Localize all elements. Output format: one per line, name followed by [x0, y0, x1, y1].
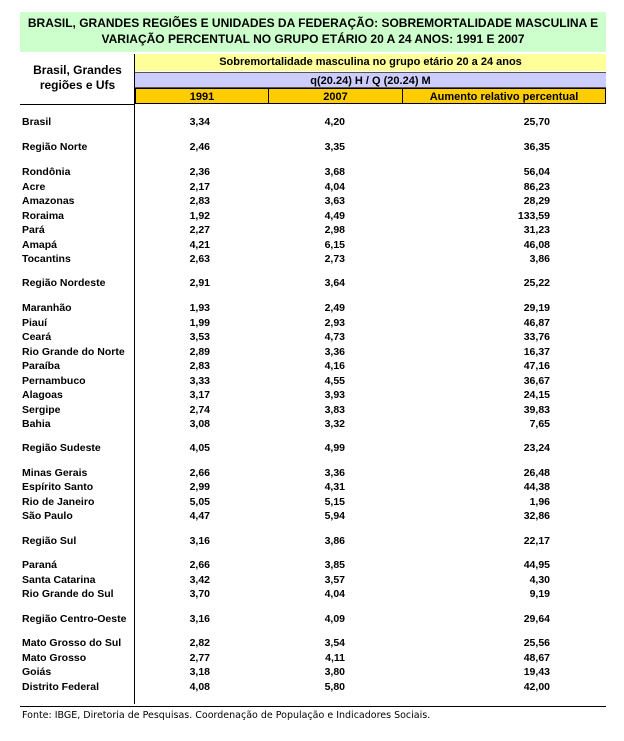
value-2007: 3,86	[324, 535, 345, 547]
table-row	[0, 330, 624, 344]
row-label: Mato Grosso do Sul	[22, 637, 122, 649]
value-1991: 2,83	[189, 195, 210, 207]
row-label-header-line-2: regiões e Ufs	[39, 78, 116, 92]
table-row	[0, 612, 624, 626]
value-aumento: 46,87	[523, 317, 550, 329]
row-label: Mato Grosso	[22, 652, 87, 664]
value-2007: 3,64	[324, 277, 345, 289]
value-1991: 2,89	[189, 346, 210, 358]
column-header-1991: 1991	[135, 88, 269, 104]
table-row	[0, 495, 624, 509]
value-2007: 5,94	[324, 510, 345, 522]
row-label: Espírito Santo	[22, 481, 94, 493]
value-aumento: 31,23	[523, 224, 550, 236]
row-label: Bahia	[22, 418, 51, 430]
row-label: Região Norte	[22, 141, 88, 153]
table-row	[0, 573, 624, 587]
row-label: Tocantins	[22, 253, 71, 265]
table-row	[0, 301, 624, 315]
table-row	[0, 209, 624, 223]
table-row	[0, 115, 624, 129]
value-2007: 3,63	[324, 195, 345, 207]
value-1991: 3,16	[189, 535, 210, 547]
title-line-2: VARIAÇÃO PERCENTUAL NO GRUPO ETÁRIO 20 A 24 ANOS: 1991 E 2007	[101, 32, 525, 46]
row-label: Amapá	[22, 239, 58, 251]
value-aumento: 44,38	[523, 481, 550, 493]
table-row	[0, 403, 624, 417]
table-row	[0, 223, 624, 237]
value-aumento: 3,86	[529, 253, 550, 265]
value-aumento: 25,22	[523, 277, 550, 289]
value-2007: 2,93	[324, 317, 345, 329]
value-1991: 3,70	[189, 588, 210, 600]
value-2007: 3,93	[324, 389, 345, 401]
value-1991: 3,16	[189, 613, 210, 625]
value-aumento: 1,96	[529, 496, 550, 508]
value-aumento: 33,76	[523, 331, 550, 343]
value-2007: 3,80	[324, 666, 345, 678]
value-aumento: 16,37	[523, 346, 550, 358]
table-row	[0, 651, 624, 665]
value-aumento: 44,95	[523, 559, 550, 571]
table-row	[0, 636, 624, 650]
value-aumento: 4,30	[529, 574, 550, 586]
value-2007: 3,36	[324, 467, 345, 479]
table-row	[0, 194, 624, 208]
row-label: Região Sudeste	[22, 442, 101, 454]
table-row	[0, 388, 624, 402]
table-row	[0, 466, 624, 480]
value-2007: 3,32	[324, 418, 345, 430]
row-label: Região Centro-Oeste	[22, 613, 127, 625]
value-aumento: 39,83	[523, 404, 550, 416]
value-2007: 3,35	[324, 141, 345, 153]
value-aumento: 32,86	[523, 510, 550, 522]
value-1991: 2,91	[189, 277, 210, 289]
value-1991: 1,92	[189, 210, 210, 222]
row-label: Minas Gerais	[22, 467, 88, 479]
table-row	[0, 509, 624, 523]
value-2007: 6,15	[324, 239, 345, 251]
row-label: São Paulo	[22, 510, 73, 522]
value-1991: 2,74	[189, 404, 210, 416]
value-1991: 2,27	[189, 224, 210, 236]
value-1991: 3,08	[189, 418, 210, 430]
row-label: Paraná	[22, 559, 58, 571]
column-header-aumento: Aumento relativo percentual	[402, 88, 606, 104]
value-2007: 4,99	[324, 442, 345, 454]
value-1991: 2,77	[189, 652, 210, 664]
value-1991: 1,93	[189, 302, 210, 314]
table-row	[0, 680, 624, 694]
row-label: Distrito Federal	[22, 681, 100, 693]
value-1991: 4,08	[189, 681, 210, 693]
row-label: Roraima	[22, 210, 65, 222]
value-1991: 2,36	[189, 166, 210, 178]
value-2007: 4,20	[324, 116, 345, 128]
row-label: Santa Catarina	[22, 574, 96, 586]
value-aumento: 25,70	[523, 116, 550, 128]
table-row	[0, 534, 624, 548]
value-1991: 4,47	[189, 510, 210, 522]
row-label: Goiás	[22, 666, 52, 678]
value-aumento: 25,56	[523, 637, 550, 649]
value-aumento: 133,59	[517, 210, 550, 222]
value-2007: 2,49	[324, 302, 345, 314]
value-2007: 4,04	[324, 181, 345, 193]
value-aumento: 29,64	[523, 613, 550, 625]
value-1991: 2,46	[189, 141, 210, 153]
row-label: Sergipe	[22, 404, 61, 416]
table-row	[0, 374, 624, 388]
value-2007: 4,31	[324, 481, 345, 493]
value-aumento: 46,08	[523, 239, 550, 251]
value-aumento: 56,04	[523, 166, 550, 178]
value-1991: 5,05	[189, 496, 210, 508]
header-divider	[20, 104, 135, 105]
value-aumento: 42,00	[523, 681, 550, 693]
value-1991: 2,66	[189, 559, 210, 571]
value-1991: 3,33	[189, 375, 210, 387]
row-label: Acre	[22, 181, 46, 193]
row-label: Amazonas	[22, 195, 75, 207]
formula-header: q(20.24) H / Q (20.24) M	[135, 72, 606, 88]
table-row	[0, 359, 624, 373]
value-1991: 3,34	[189, 116, 210, 128]
value-1991: 2,82	[189, 637, 210, 649]
value-2007: 4,16	[324, 360, 345, 372]
value-aumento: 26,48	[523, 467, 550, 479]
table-row	[0, 238, 624, 252]
value-aumento: 23,24	[523, 442, 550, 454]
value-aumento: 86,23	[523, 181, 550, 193]
value-2007: 5,80	[324, 681, 345, 693]
value-1991: 1,99	[189, 317, 210, 329]
value-2007: 3,85	[324, 559, 345, 571]
value-1991: 2,17	[189, 181, 210, 193]
table-row	[0, 480, 624, 494]
value-1991: 2,63	[189, 253, 210, 265]
table-row	[0, 316, 624, 330]
value-2007: 3,54	[324, 637, 345, 649]
row-label: Rondônia	[22, 166, 71, 178]
row-label: Ceará	[22, 331, 52, 343]
value-2007: 4,11	[325, 652, 345, 664]
value-2007: 3,57	[324, 574, 345, 586]
value-1991: 3,18	[189, 666, 210, 678]
title-line-1: BRASIL, GRANDES REGIÕES E UNIDADES DA FEDERAÇÃO: SOBREMORTALIDADE MASCULINA E	[27, 16, 599, 30]
group-title: Sobremortalidade masculina no grupo etário 20 a 24 anos	[135, 54, 606, 71]
value-aumento: 7,65	[529, 418, 550, 430]
value-aumento: 9,19	[529, 588, 550, 600]
value-aumento: 24,15	[523, 389, 550, 401]
value-2007: 4,09	[324, 613, 345, 625]
value-aumento: 48,67	[523, 652, 550, 664]
table-row	[0, 558, 624, 572]
row-label: Rio Grande do Sul	[22, 588, 114, 600]
value-aumento: 36,35	[523, 141, 550, 153]
table-row	[0, 587, 624, 601]
value-2007: 4,04	[324, 588, 345, 600]
value-2007: 4,49	[324, 210, 345, 222]
row-label: Maranhão	[22, 302, 72, 314]
value-aumento: 36,67	[523, 375, 550, 387]
table-row	[0, 165, 624, 179]
value-1991: 2,83	[189, 360, 210, 372]
value-aumento: 19,43	[523, 666, 550, 678]
table-row	[0, 345, 624, 359]
source-note: Fonte: IBGE, Diretoria de Pesquisas. Coordenação de População e Indicadores Sociais.	[22, 710, 431, 721]
table-row	[0, 441, 624, 455]
table-row	[0, 140, 624, 154]
table-row	[0, 417, 624, 431]
value-2007: 3,83	[324, 404, 345, 416]
table-row	[0, 665, 624, 679]
value-1991: 2,66	[189, 467, 210, 479]
value-aumento: 22,17	[523, 535, 550, 547]
value-1991: 3,42	[189, 574, 210, 586]
table-row	[0, 180, 624, 194]
value-2007: 5,15	[324, 496, 345, 508]
row-label-header-line-1: Brasil, Grandes	[33, 63, 122, 77]
table-row	[0, 276, 624, 290]
row-label: Pará	[22, 224, 45, 236]
table-title	[20, 12, 606, 52]
row-label: Brasil	[22, 116, 52, 128]
value-1991: 3,17	[189, 389, 210, 401]
value-2007: 2,98	[324, 224, 345, 236]
value-aumento: 47,16	[523, 360, 550, 372]
row-label-header	[20, 54, 135, 103]
table-row	[0, 252, 624, 266]
value-2007: 3,68	[324, 166, 345, 178]
row-label: Rio Grande do Norte	[22, 346, 125, 358]
value-2007: 4,73	[324, 331, 345, 343]
row-label: Alagoas	[22, 389, 63, 401]
value-1991: 3,53	[189, 331, 210, 343]
row-label: Região Sul	[22, 535, 77, 547]
row-label: Piauí	[22, 317, 48, 329]
value-2007: 4,55	[324, 375, 345, 387]
footer-divider	[20, 706, 606, 707]
row-label: Região Nordeste	[22, 277, 106, 289]
row-label: Paraíba	[22, 360, 60, 372]
column-header-2007: 2007	[268, 88, 403, 104]
value-aumento: 28,29	[523, 195, 550, 207]
value-aumento: 29,19	[523, 302, 550, 314]
value-1991: 2,99	[189, 481, 210, 493]
value-2007: 2,73	[324, 253, 345, 265]
value-2007: 3,36	[324, 346, 345, 358]
value-1991: 4,05	[189, 442, 210, 454]
row-label: Rio de Janeiro	[22, 496, 95, 508]
value-1991: 4,21	[189, 239, 210, 251]
row-label: Pernambuco	[22, 375, 86, 387]
